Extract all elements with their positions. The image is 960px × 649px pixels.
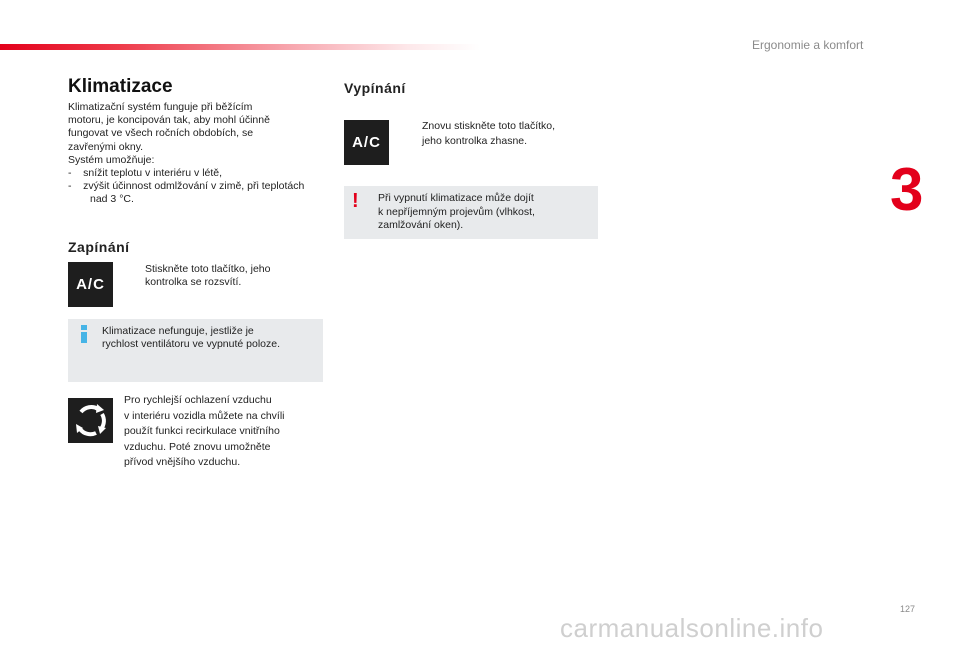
off-instruction bbox=[422, 119, 592, 149]
ac-button-icon: A/C bbox=[68, 262, 113, 307]
intro-line: fungovat ve všech ročních obdobích, se bbox=[68, 127, 254, 140]
recirc-line: přívod vnějšího vzduchu. bbox=[124, 456, 241, 468]
chapter-number: 3 bbox=[890, 156, 924, 223]
page-number: 127 bbox=[900, 604, 916, 614]
section-heading-off: Vypínání bbox=[344, 80, 406, 96]
page-title: Klimatizace bbox=[68, 76, 173, 97]
section-title: Ergonomie a komfort bbox=[752, 38, 864, 52]
header-red-bar bbox=[0, 44, 480, 50]
warning-text bbox=[378, 192, 588, 233]
off-instruction-line: jeho kontrolka zhasne. bbox=[422, 135, 528, 147]
intro-text bbox=[68, 101, 318, 207]
intro-line: Systém umožňuje: bbox=[68, 153, 155, 166]
intro-line: zavřenými okny. bbox=[68, 140, 144, 153]
off-instruction-line: Znovu stiskněte toto tlačítko, bbox=[422, 120, 556, 132]
warning-icon: ! bbox=[352, 190, 359, 212]
info-text bbox=[102, 325, 317, 351]
warning-line: k nepříjemným projevům (vlhkost, bbox=[378, 205, 535, 218]
recirc-line: vzduchu. Poté znovu umožněte bbox=[124, 440, 271, 453]
intro-line: motoru, je koncipován tak, aby mohl účinně bbox=[68, 114, 270, 127]
bullet-item: - zvýšit účinnost odmlžování v zimě, při teplotách nad 3 °C. bbox=[68, 180, 305, 206]
warning-line: Při vypnutí klimatizace může dojít bbox=[378, 192, 534, 204]
watermark: carmanualsonline.info bbox=[560, 613, 824, 643]
info-icon-dot bbox=[81, 325, 87, 330]
warning-line: zamlžování oken). bbox=[378, 219, 464, 231]
recirc-line: Pro rychlejší ochlazení vzduchu bbox=[124, 394, 272, 406]
section-heading-on: Zapínání bbox=[68, 239, 130, 255]
info-icon bbox=[81, 332, 87, 343]
recirc-line: v interiéru vozidla můžete na chvíli bbox=[124, 409, 285, 422]
on-instruction-line: kontrolka se rozsvítí. bbox=[145, 276, 242, 289]
recirculation-text bbox=[124, 393, 319, 471]
intro-line: Klimatizační systém funguje při běžícím bbox=[68, 101, 253, 113]
bullet-item: - snížit teplotu v interiéru v létě, bbox=[68, 167, 223, 180]
on-instruction-line: Stiskněte toto tlačítko, jeho bbox=[145, 263, 271, 275]
info-text-line: rychlost ventilátoru ve vypnuté poloze. bbox=[102, 338, 281, 351]
on-instruction bbox=[145, 263, 315, 289]
recirculation-icon bbox=[68, 398, 113, 443]
ac-button-icon: A/C bbox=[344, 120, 389, 165]
info-text-line: Klimatizace nefunguje, jestliže je bbox=[102, 325, 254, 337]
recirc-line: použít funkci recirkulace vnitřního bbox=[124, 425, 280, 437]
